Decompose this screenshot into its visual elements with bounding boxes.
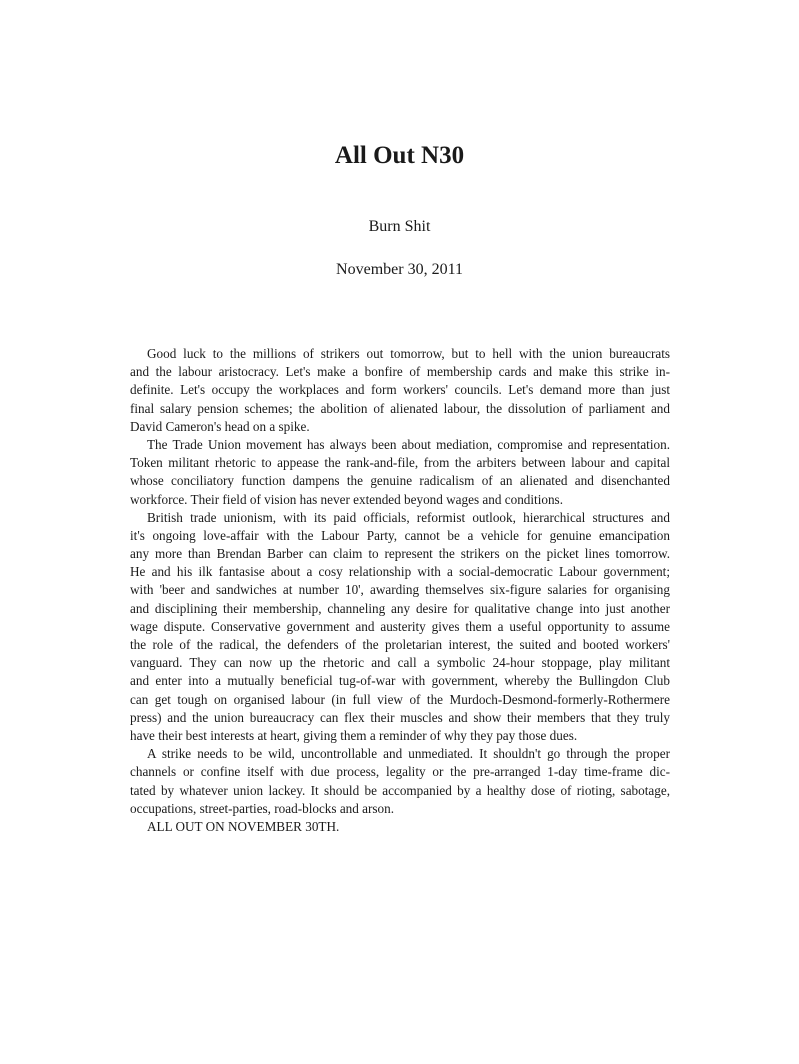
paragraph xyxy=(130,745,670,818)
paragraph-line: and the labour aristocracy. Let's make a bonfire of membership cards and make this strike in- xyxy=(130,364,670,380)
paragraph-line: definite. Let's occupy the workplaces and form workers' councils. Let's demand more than just xyxy=(130,382,670,398)
paragraph-line: wage dispute. Conservative government and austerity gives them a useful opportunity to assume xyxy=(130,618,670,634)
paragraph-line: and disciplining their membership, channeling any desire for qualitative change into just another xyxy=(130,600,670,616)
paragraph-line: channels or confine itself with due process, legality or the pre-arranged 1-day time-frame dic- xyxy=(130,764,670,780)
paragraph-line: The Trade Union movement has always been about mediation, compromise and representation. xyxy=(147,436,670,452)
document-body xyxy=(130,345,670,836)
paragraph-line: ALL OUT ON NOVEMBER 30TH. xyxy=(147,818,340,834)
document-title: All Out N30 xyxy=(334,142,465,169)
paragraph-line: British trade unionism, with its paid officials, reformist outlook, hierarchical structures and xyxy=(147,509,670,525)
paragraph-line: can get tough on organised labour (in full view of the Murdoch-Desmond-formerly-Rothermere xyxy=(130,691,670,707)
paragraph xyxy=(130,509,670,745)
paragraph xyxy=(130,345,670,436)
paragraph-line: tated by whatever union lackey. It should be accompanied by a healthy dose of rioting, sabotage, xyxy=(130,782,670,798)
paragraph-line: A strike needs to be wild, uncontrollable and unmediated. It shouldn't go through the proper xyxy=(147,746,670,762)
paragraph-line: and enter into a mutually beneficial tug-of-war with government, whereby the Bullingdon Club xyxy=(130,673,670,689)
paragraph-line: vanguard. They can now up the rhetoric and call a symbolic 24-hour stoppage, play militant xyxy=(130,655,670,671)
paragraph-line: David Cameron's head on a spike. xyxy=(130,418,310,434)
paragraph xyxy=(130,818,670,836)
paragraph-line: workforce. Their field of vision has never extended beyond wages and conditions. xyxy=(130,491,563,507)
paragraph-line: it's ongoing love-affair with the Labour Party, cannot be a vehicle for genuine emancipation xyxy=(130,527,670,543)
paragraph-line: Token militant rhetoric to appease the rank-and-file, from the arbiters between labour and capital xyxy=(130,455,670,471)
paragraph-line: any more than Brendan Barber can claim to represent the strikers on the picket lines tomorrow. xyxy=(130,546,670,562)
paragraph-line: occupations, street-parties, road-blocks and arson. xyxy=(130,800,395,816)
paragraph-line: the role of the radical, the defenders of the proletarian interest, the suited and booted workers' xyxy=(130,637,670,652)
paragraph xyxy=(130,436,670,509)
document-author: Burn Shit xyxy=(368,218,431,235)
paragraph-line: with 'beer and sandwiches at number 10', awarding themselves six-figure salaries for organising xyxy=(130,582,670,598)
paragraph-line: press) and the union bureaucracy can flex their muscles and show their members that they truly xyxy=(130,709,670,725)
document-date: November 30, 2011 xyxy=(336,261,463,278)
paragraph-line: He and his ilk fantasise about a cosy relationship with a social-democratic Labour government; xyxy=(130,564,670,580)
paragraph-line: whose conciliatory function dampens the genuine radicalism of an alienated and disenchanted xyxy=(130,473,670,489)
paragraph-line: final salary pension schemes; the abolition of alienated labour, the dissolution of parliament and xyxy=(130,400,670,416)
paragraph-line: have their best interests at heart, giving them a reminder of why they pay those dues. xyxy=(130,727,578,743)
paragraph-line: Good luck to the millions of strikers out tomorrow, but to hell with the union bureaucrats xyxy=(147,346,670,361)
